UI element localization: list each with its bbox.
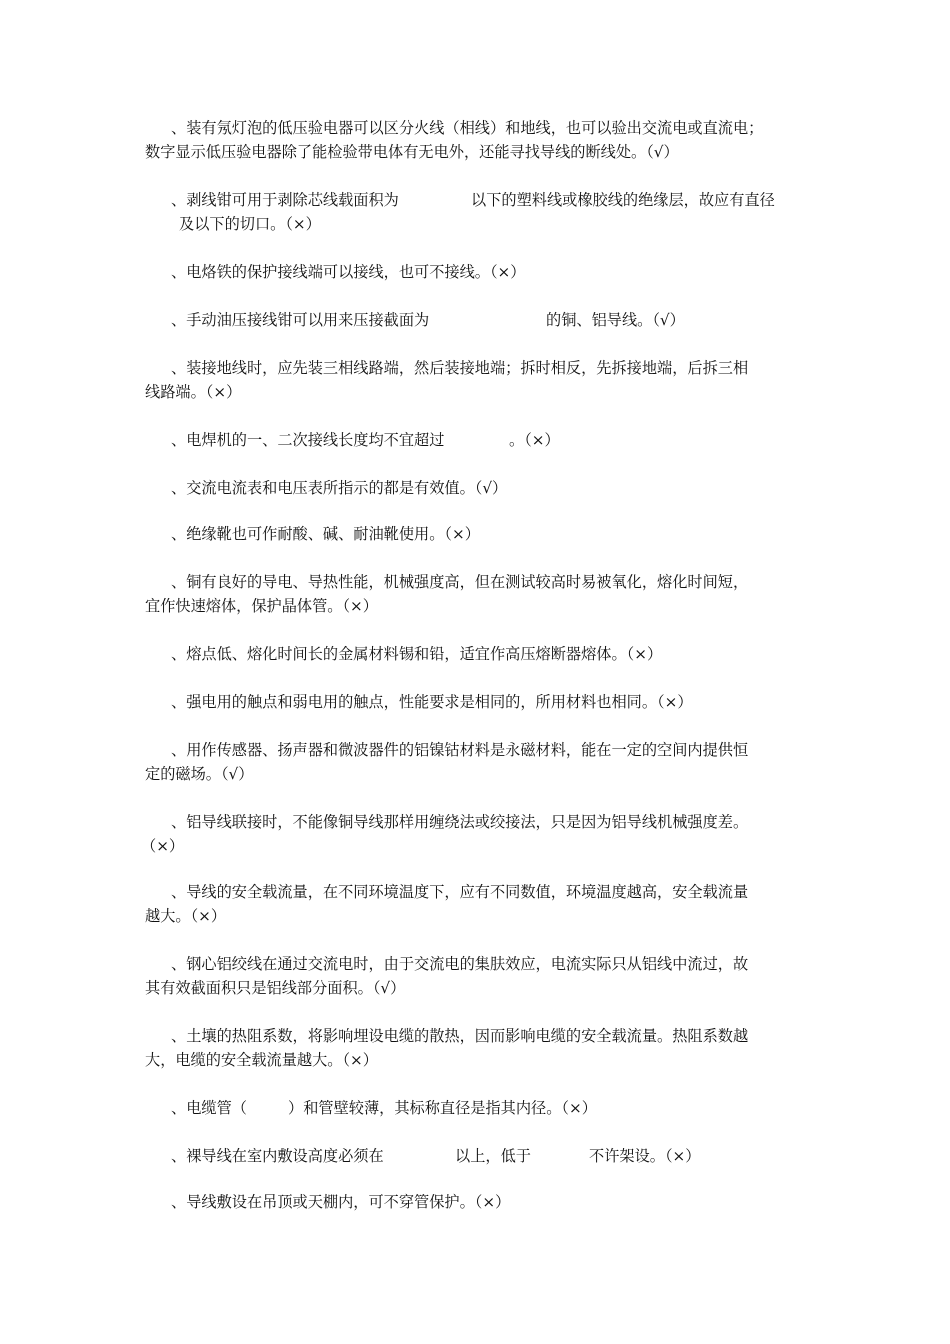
text-line xyxy=(145,976,810,1000)
text-segment: 、钢心铝绞线在通过交流电时，由于交流电的集肤效应，电流实际只从铝线中流过，故 xyxy=(171,955,749,973)
text-line xyxy=(145,1190,810,1214)
text-segment: 、导线的安全载流量，在不同环境温度下，应有不同数值，环境温度越高，安全载流量 xyxy=(171,883,749,901)
text-segment: 、电烙铁的保护接线端可以接线，也可不接线。（×） xyxy=(171,263,526,281)
text-line xyxy=(145,212,810,236)
text-line xyxy=(145,952,810,976)
text-segment: 、手动油压接线钳可以用来压接截面为 xyxy=(171,311,430,329)
list-item xyxy=(145,690,810,714)
list-item xyxy=(145,642,810,666)
text-segment: 定的磁场。（√） xyxy=(145,765,254,783)
text-line xyxy=(145,1048,810,1072)
text-segment: 、土壤的热阻系数，将影响埋设电缆的散热，因而影响电缆的安全载流量。热阻系数越 xyxy=(171,1027,749,1045)
text-line xyxy=(145,116,810,140)
text-segment: 、铝导线联接时，不能像铜导线那样用缠绕法或绞接法，只是因为铝导线机械强度差。 xyxy=(171,813,749,831)
text-line xyxy=(145,1096,810,1120)
list-item xyxy=(145,952,810,1000)
text-line xyxy=(145,1024,810,1048)
text-line xyxy=(145,690,810,714)
text-line xyxy=(145,140,810,164)
list-item xyxy=(145,880,810,928)
text-segment: 、导线敷设在吊顶或天棚内，可不穿管保护。（×） xyxy=(171,1193,511,1211)
text-segment: 、强电用的触点和弱电用的触点，性能要求是相同的，所用材料也相同。（×） xyxy=(171,693,693,711)
text-segment: 以上，低于 xyxy=(455,1147,531,1165)
list-item xyxy=(145,1190,810,1214)
list-item xyxy=(145,116,810,164)
text-line xyxy=(145,522,810,546)
list-item xyxy=(145,428,810,452)
text-line xyxy=(145,810,810,834)
text-line xyxy=(141,834,810,858)
text-segment: 、装接地线时，应先装三相线路端，然后装接地端；拆时相反，先拆接地端，后拆三相 xyxy=(171,359,749,377)
text-line xyxy=(145,904,810,928)
text-line xyxy=(145,594,810,618)
list-item xyxy=(145,188,810,236)
text-segment: 、交流电流表和电压表所指示的都是有效值。（√） xyxy=(171,479,508,497)
list-item xyxy=(145,308,810,332)
text-line xyxy=(145,738,810,762)
text-segment: 、铜有良好的导电、导热性能，机械强度高，但在测试较高时易被氧化，熔化时间短， xyxy=(171,573,749,591)
text-line xyxy=(145,380,810,404)
text-segment: 及以下的切口。（×） xyxy=(179,215,321,233)
text-segment: 、裸导线在室内敷设高度必须在 xyxy=(171,1147,384,1165)
text-line xyxy=(145,642,810,666)
text-segment: 、熔点低、熔化时间长的金属材料锡和铅，适宜作高压熔断器熔体。（×） xyxy=(171,645,663,663)
list-item xyxy=(145,356,810,404)
text-line xyxy=(145,1144,810,1168)
text-segment: 线路端。（×） xyxy=(145,383,242,401)
list-item xyxy=(145,738,810,786)
list-item xyxy=(145,260,810,284)
list-item xyxy=(141,810,810,858)
text-segment: ）和管壁较薄，其标称直径是指其内径。（×） xyxy=(288,1099,597,1117)
text-segment: 、剥线钳可用于剥除芯线载面积为 xyxy=(171,191,399,209)
text-segment: 、用作传感器、扬声器和微波器件的铝镍钴材料是永磁材料，能在一定的空间内提供恒 xyxy=(171,741,749,759)
text-segment: 、绝缘靴也可作耐酸、碱、耐油靴使用。（×） xyxy=(171,525,480,543)
text-line xyxy=(145,428,810,452)
text-segment: 其有效截面积只是铝线部分面积。（√） xyxy=(145,979,406,997)
text-segment: 不许架设。（×） xyxy=(589,1147,701,1165)
list-item xyxy=(145,1096,810,1120)
text-segment: 大，电缆的安全载流量越大。（×） xyxy=(145,1051,378,1069)
text-line xyxy=(145,188,810,212)
text-segment: 数字显示低压验电器除了能检验带电体有无电外，还能寻找导线的断线处。（√） xyxy=(145,143,679,161)
text-segment: 、电焊机的一、二次接线长度均不宜超过 xyxy=(171,431,445,449)
text-line xyxy=(145,570,810,594)
list-item xyxy=(145,1144,810,1168)
text-segment: 宜作快速熔体，保护晶体管。（×） xyxy=(145,597,378,615)
text-segment: 。（×） xyxy=(509,431,560,449)
list-item xyxy=(145,522,810,546)
text-segment: 、电缆管（ xyxy=(171,1099,247,1117)
text-segment: 的铜、铝导线。（√） xyxy=(546,311,685,329)
text-segment: 越大。（×） xyxy=(145,907,227,925)
text-line xyxy=(145,308,810,332)
text-segment: 以下的塑料线或橡胶线的绝缘层，故应有直径 xyxy=(471,191,775,209)
text-line xyxy=(145,476,810,500)
text-line xyxy=(145,762,810,786)
text-line xyxy=(145,260,810,284)
text-line xyxy=(145,356,810,380)
text-segment: 、装有氖灯泡的低压验电器可以区分火线（相线）和地线，也可以验出交流电或直流电； xyxy=(171,119,764,137)
text-line xyxy=(145,880,810,904)
list-item xyxy=(145,570,810,618)
list-item xyxy=(145,1024,810,1072)
list-item xyxy=(145,476,810,500)
text-segment: （×） xyxy=(141,837,185,855)
